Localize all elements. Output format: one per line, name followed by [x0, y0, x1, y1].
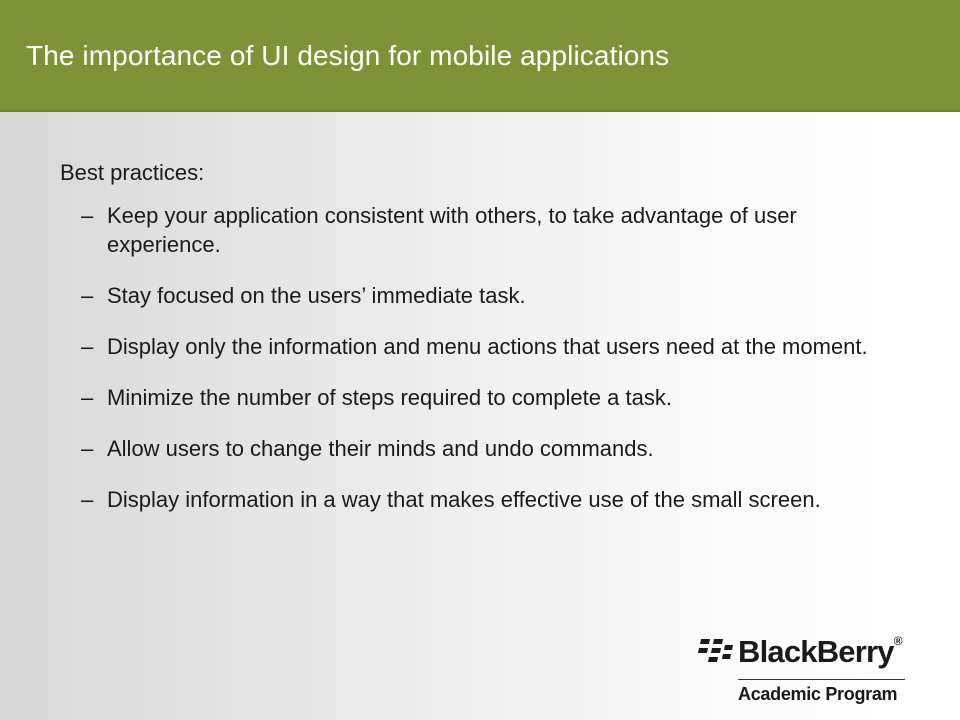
dash-bullet: –: [81, 487, 94, 512]
dash-bullet: –: [81, 203, 94, 228]
list-item-text: Minimize the number of steps required to complete a task.: [107, 385, 672, 410]
blackberry-academic-logo: [698, 632, 913, 712]
title-bar: [0, 0, 960, 112]
dash-bullet: –: [81, 436, 94, 461]
logo-subtitle: Academic Program: [738, 684, 898, 704]
list-item-text: Display only the information and menu actions that users need at the moment.: [107, 334, 868, 359]
logo-wordmark: [738, 634, 902, 670]
blackberry-logo-icon: [698, 637, 734, 667]
dash-bullet: –: [81, 334, 94, 359]
list-item-text: Allow users to change their minds and undo commands.: [107, 436, 654, 461]
dash-bullet: –: [81, 283, 94, 308]
slide-title: The importance of UI design for mobile applications: [26, 40, 670, 71]
list-item-text: Display information in a way that makes effective use of the small screen.: [107, 487, 821, 512]
list-item: [60, 281, 880, 310]
list-item: [60, 383, 880, 412]
list-item: [60, 332, 880, 361]
list-item-text: Keep your application consistent with others, to take advantage of user experience.: [107, 203, 797, 257]
list-item-text: Stay focused on the users’ immediate task.: [107, 283, 526, 308]
slide-content: [60, 158, 880, 536]
list-item: [60, 434, 880, 463]
list-item: [60, 201, 880, 259]
logo-divider: [738, 679, 905, 680]
best-practices-list: [60, 201, 880, 514]
dash-bullet: –: [81, 385, 94, 410]
logo-brand-name: BlackBerry: [738, 634, 894, 669]
list-item: [60, 485, 880, 514]
best-practices-heading: Best practices:: [60, 160, 205, 185]
registered-mark: ®: [893, 634, 902, 648]
